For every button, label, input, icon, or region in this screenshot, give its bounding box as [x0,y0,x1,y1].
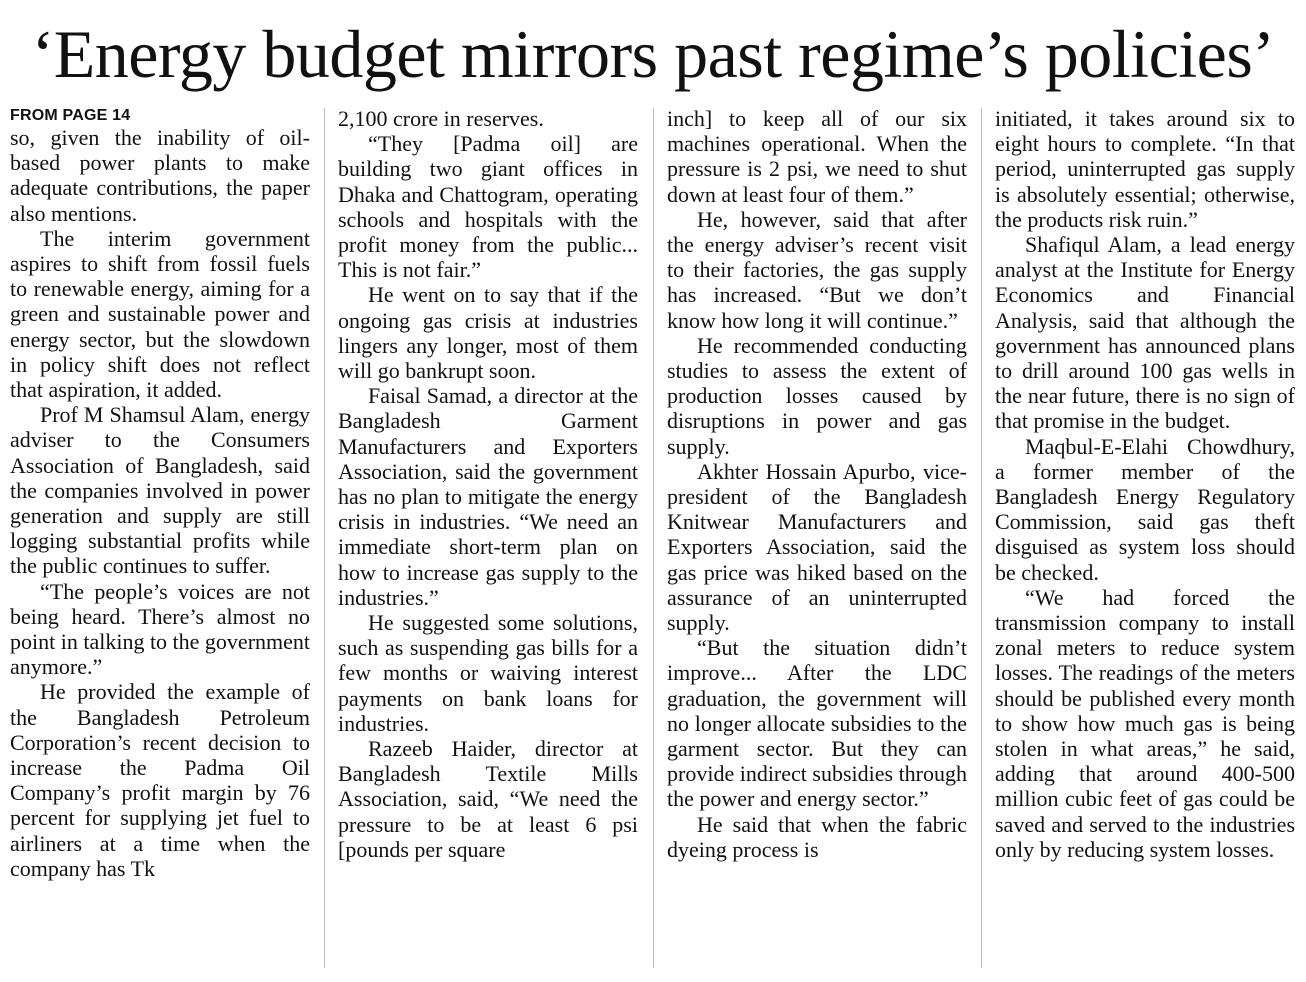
column-divider [981,108,982,968]
paragraph: Faisal Samad, a director at the Bangladesh Garment Manufacturers and Exporters Association, said the government has no plan to mitigate the energy crisis in industries. “We need an immediate short-term plan on how to increase gas supply to the industries.” [338,383,638,610]
article-column-3 [667,106,967,976]
paragraph: initiated, it takes around six to eight hours to complete. “In that period, uninterrupted gas supply is absolutely essential; otherwise, the products risk ruin.” [995,106,1295,232]
paragraph: so, given the inability of oil-based power plants to make adequate contributions, the paper also mentions. [10,125,310,226]
jump-label: FROM PAGE 14 [10,107,131,124]
paragraph: He recommended conducting studies to assess the extent of production losses caused by disruptions in power and gas supply. [667,332,967,459]
article-headline: ‘Energy budget mirrors past regime’s policies’ [31,16,1275,92]
paragraph: He, however, said that after the energy adviser’s recent visit to their factories, the gas supply has increased. “But we don’t know how long it will continue.” [667,206,967,333]
paragraph: inch] to keep all of our six machines operational. When the pressure is 2 psi, we need to shut down at least four of them.” [667,106,967,207]
paragraph: He went on to say that if the ongoing gas crisis at industries lingers any longer, most of them will go bankrupt soon. [338,282,638,384]
paragraph: Razeeb Haider, director at Bangladesh Textile Mills Association, said, “We need the pressure to be at least 6 psi [pounds per square [338,736,638,862]
article-column-2 [338,106,638,976]
paragraph: Prof M Shamsul Alam, energy adviser to the Consumers Association of Bangladesh, said the companies involved in power generation and supply are still logging substantial profits while the public continues to suffer. [10,402,310,579]
paragraph: “The people’s voices are not being heard. There’s almost no point in talking to the government anymore.” [10,578,310,680]
paragraph: He said that when the fabric dyeing process is [667,811,967,862]
paragraph: “We had forced the transmission company to install zonal meters to reduce system losses. The readings of the meters should be published every month to show how much gas is being stolen in what areas,” he said, adding that around 400-500 million cubic feet of gas could be saved and served to the industries only by reducing system losses. [995,584,1295,862]
article-column-1 [10,106,310,976]
column-divider [324,108,325,968]
paragraph: “They [Padma oil] are building two giant offices in Dhaka and Chattogram, operating schools and hospitals with the profit money from the public... This is not fair.” [338,131,638,283]
paragraph: “But the situation didn’t improve... After the LDC graduation, the government will no longer allocate subsidies to the garment sector. But they can provide indirect subsidies through the power and energy sector.” [667,635,967,812]
paragraph: 2,100 crore in reserves. [338,106,544,131]
column-divider [653,108,654,968]
paragraph: The interim government aspires to shift from fossil fuels to renewable energy, aiming for a green and sustainable power and energy sector, but the slowdown in policy shift does not reflect that aspiration, it added. [10,225,310,403]
paragraph: He suggested some solutions, such as suspending gas bills for a few months or waiving interest payments on bank loans for industries. [338,610,638,736]
paragraph: Shafiqul Alam, a lead energy analyst at the Institute for Energy Economics and Financial Analysis, said that although the government has announced plans to drill around 100 gas wells in the near future, there is no sign of that promise in the budget. [995,232,1295,434]
paragraph: Akhter Hossain Apurbo, vice-president of the Bangladesh Knitwear Manufacturers and Exporters Association, said the gas price was hiked based on the assurance of an uninterrupted supply. [667,458,967,636]
article-column-4 [995,106,1295,976]
paragraph: Maqbul-E-Elahi Chowdhury, a former member of the Bangladesh Energy Regulatory Commission, said gas theft disguised as system loss should be checked. [995,433,1295,585]
paragraph: He provided the example of the Bangladesh Petroleum Corporation’s recent decision to increase the Padma Oil Company’s profit margin by 76 percent for supplying jet fuel to airliners at a time when the company has Tk [10,679,310,881]
